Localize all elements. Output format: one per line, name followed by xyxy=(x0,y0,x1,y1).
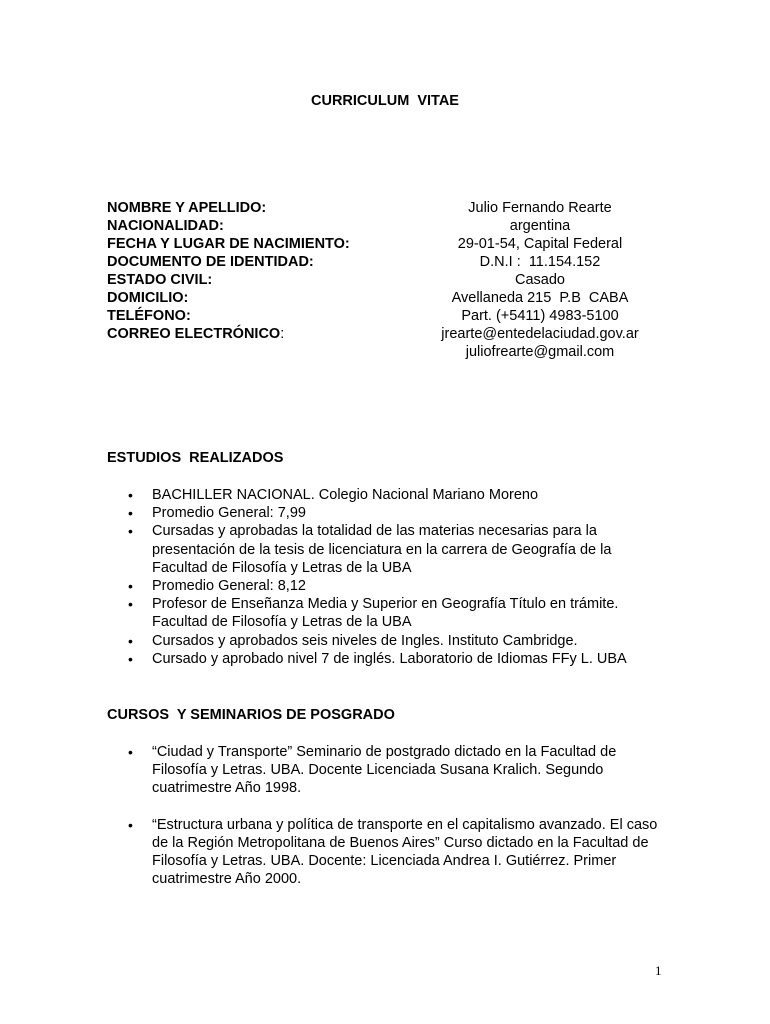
list-item: • “Ciudad y Transporte” Seminario de postgrado dictado en la Facultad de Filosofía y Letras. UBA. Docente Licenciada Susana Kralich. Segundo cuatrimestre Año 1998. xyxy=(128,744,617,797)
personal-value: juliofrearte@gmail.com xyxy=(465,344,615,360)
personal-row xyxy=(0,199,770,217)
list-item: • Cursados y aprobados seis niveles de Ingles. Instituto Cambridge. xyxy=(128,632,578,649)
personal-value: Casado xyxy=(515,272,565,288)
bullet-icon: • xyxy=(128,816,133,833)
personal-label: CORREO ELECTRÓNICO: xyxy=(107,326,285,342)
personal-row xyxy=(0,235,770,253)
bullet-icon: • xyxy=(128,523,133,540)
cursos-heading: CURSOS Y SEMINARIOS DE POSGRADO xyxy=(107,707,395,723)
personal-value: argentina xyxy=(509,218,571,234)
bullet-icon: • xyxy=(128,505,133,522)
list-item: • BACHILLER NACIONAL. Colegio Nacional Mariano Moreno xyxy=(128,487,539,503)
personal-value: Part. (+5411) 4983-5100 xyxy=(461,308,619,324)
personal-label: DOCUMENTO DE IDENTIDAD: xyxy=(107,254,314,270)
bullet-icon: • xyxy=(128,632,133,649)
page-number: 1 xyxy=(655,963,662,978)
list-item: • Promedio General: 8,12 xyxy=(128,578,306,595)
personal-row xyxy=(0,217,770,235)
document-title: CURRICULUM VITAE xyxy=(311,93,459,109)
personal-value: jrearte@entedelaciudad.gov.ar xyxy=(441,326,639,342)
bullet-icon: • xyxy=(128,487,133,503)
cursos-list xyxy=(0,743,770,907)
personal-value: Julio Fernando Rearte xyxy=(468,200,612,216)
personal-label: FECHA Y LUGAR DE NACIMIENTO: xyxy=(107,236,350,252)
personal-value: Avellaneda 215 P.B CABA xyxy=(451,290,629,306)
list-item: • Promedio General: 7,99 xyxy=(128,505,306,522)
estudios-heading: ESTUDIOS REALIZADOS xyxy=(107,450,284,466)
bullet-icon: • xyxy=(128,578,133,595)
personal-row xyxy=(0,325,770,343)
personal-value: 29-01-54, Capital Federal xyxy=(457,236,623,252)
personal-row xyxy=(0,307,770,325)
personal-row xyxy=(0,343,770,361)
personal-label: NACIONALIDAD: xyxy=(107,218,224,234)
bullet-icon: • xyxy=(128,596,133,613)
list-item: • Cursado y aprobado nivel 7 de inglés. Laboratorio de Idiomas FFy L. UBA xyxy=(128,650,627,667)
personal-row xyxy=(0,271,770,289)
list-item: • Cursadas y aprobadas la totalidad de las materias necesarias para la presentación de la tesis de licenciatura en la carrera de Geografía de la Facultad de Filosofía y Letras de la UBA xyxy=(128,523,612,576)
bullet-icon: • xyxy=(128,744,133,760)
list-item: • “Estructura urbana y política de transporte en el capitalismo avanzado. El caso de la Región Metropolitana de Buenos Aires” Curso dictado en la Facultad de Filosofía y Letras. UBA. Docente: Licenciada Andrea I. Gutiérrez. Primer cuatrimestre Año 2000. xyxy=(128,816,658,888)
personal-row xyxy=(0,253,770,271)
personal-data-block xyxy=(0,199,770,361)
personal-label: ESTADO CIVIL: xyxy=(107,272,213,288)
estudios-list xyxy=(0,486,770,668)
personal-row xyxy=(0,289,770,307)
personal-label: TELÉFONO: xyxy=(107,308,191,324)
personal-value: D.N.I : 11.154.152 xyxy=(479,254,601,270)
bullet-icon: • xyxy=(128,650,133,667)
personal-label: NOMBRE Y APELLIDO: xyxy=(107,200,267,216)
list-item: • Profesor de Enseñanza Media y Superior en Geografía Título en trámite. Facultad de Filosofía y Letras de la UBA xyxy=(128,596,619,631)
personal-label: DOMICILIO: xyxy=(107,290,189,306)
